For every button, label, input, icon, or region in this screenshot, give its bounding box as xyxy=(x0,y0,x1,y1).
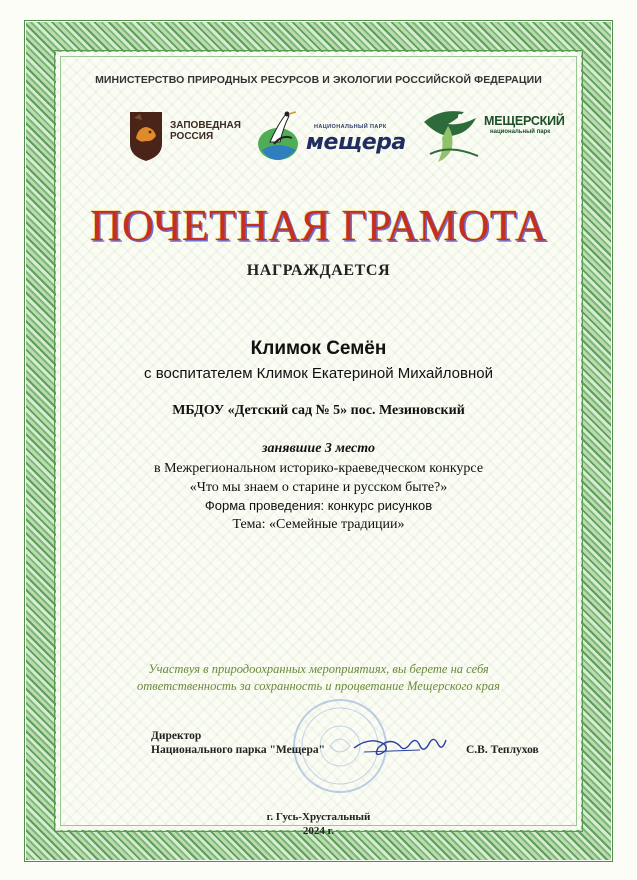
meshchera-big-label: мещера xyxy=(306,130,406,155)
city-line: г. Гусь-Хрустальный xyxy=(266,811,371,823)
contest-line: в Межрегиональном историко-краеведческом конкурсе xyxy=(153,461,484,476)
osprey-emblem-icon xyxy=(420,104,482,164)
meshchersky-big-label: МЕЩЕРСКИЙ xyxy=(484,114,565,128)
motto-line-1: Участвуя в природоохранных мероприятиях, вы берете на себя xyxy=(148,662,489,676)
year-line: 2024 г. xyxy=(302,825,335,837)
meshchera-small-label: НАЦИОНАЛЬНЫЙ ПАРК xyxy=(314,124,387,130)
director-title: Директор xyxy=(151,730,202,742)
place-line: занявшие 3 место xyxy=(262,441,375,456)
certificate-title: ПОЧЕТНАЯ ГРАМОТА xyxy=(90,201,547,250)
signature-mark xyxy=(350,726,450,766)
zapovednaya-rossiya-logo xyxy=(128,108,248,163)
theme-line: Тема: «Семейные традиции» xyxy=(232,517,405,532)
zapovednaya-line2: РОССИЯ xyxy=(170,131,214,142)
director-organization: Национального парка "Мещера" xyxy=(151,744,326,756)
meshchersky-park-logo xyxy=(420,104,570,164)
meshchersky-small-label: национальный парк xyxy=(490,129,551,135)
meshchera-park-logo xyxy=(256,102,406,166)
signer-name: С.В. Теплухов xyxy=(466,744,539,756)
recipient-name: Климок Семён xyxy=(250,338,387,359)
format-line: Форма проведения: конкурс рисунков xyxy=(204,498,433,513)
motto-line-2: ответственность за сохранность и процветание Мещерского края xyxy=(137,679,500,693)
contest-name-line: «Что мы знаем о старине и русском быте?» xyxy=(189,480,448,495)
organization-line: МБДОУ «Детский сад № 5» пос. Мезиновский xyxy=(172,403,465,418)
teacher-line: с воспитателем Климок Екатериной Михайловной xyxy=(144,365,493,382)
bear-emblem-icon xyxy=(128,108,164,162)
zapovednaya-line1: ЗАПОВЕДНАЯ xyxy=(170,120,241,131)
ministry-header: МИНИСТЕРСТВО ПРИРОДНЫХ РЕСУРСОВ И ЭКОЛОГИИ РОССИЙСКОЙ ФЕДЕРАЦИИ xyxy=(95,74,542,86)
awarded-label: НАГРАЖДАЕТСЯ xyxy=(246,262,391,279)
crane-emblem-icon xyxy=(256,104,302,164)
